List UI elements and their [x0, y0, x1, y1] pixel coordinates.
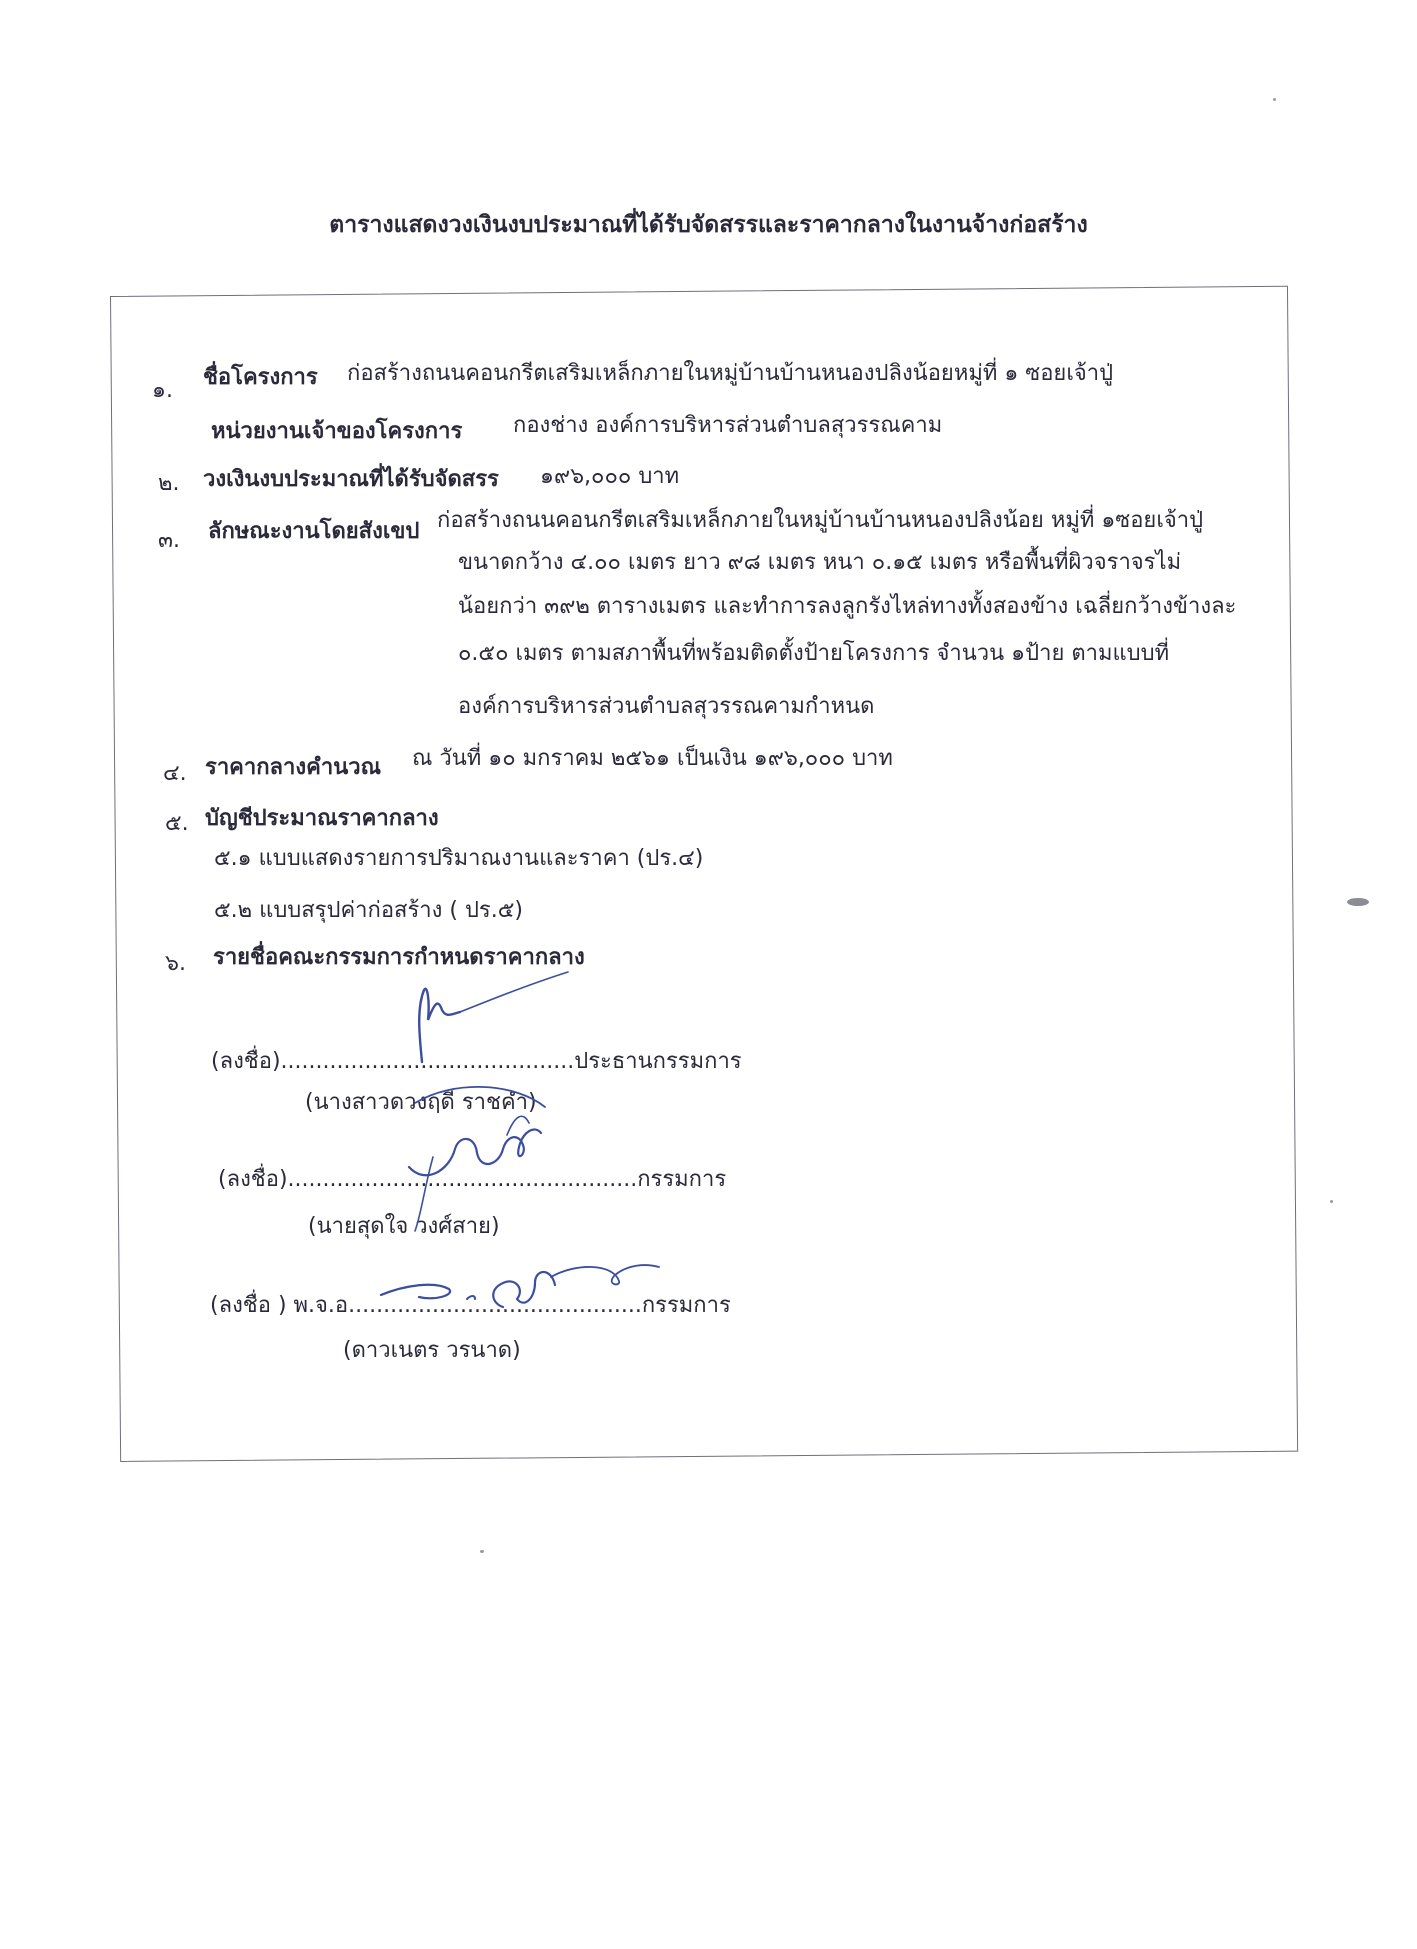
- item5-label: บัญชีประมาณราคากลาง: [205, 806, 439, 831]
- signature-2-name: (นายสุดใจ วงศ์สาย): [308, 1214, 500, 1239]
- item2-number: ๒.: [158, 471, 180, 496]
- item1-value: ก่อสร้างถนนคอนกรีตเสริมเหล็กภายในหมู่บ้านบ้านหนองปลิงน้อยหมู่ที่ ๑ ซอยเจ้าปู่: [347, 361, 1114, 386]
- item3-line-2: ขนาดกว้าง ๔.๐๐ เมตร ยาว ๙๘ เมตร หนา ๐.๑๕ เมตร หรือพื้นที่ผิวจราจรไม่: [458, 550, 1182, 575]
- item2-value: ๑๙๖,๐๐๐ บาท: [540, 464, 680, 489]
- item5-number: ๕.: [165, 811, 189, 836]
- scan-speck-icon: [1347, 898, 1369, 906]
- scan-speck-icon: [480, 1550, 484, 1553]
- signature-3-line: (ลงชื่อ ) พ.จ.อ..........................................กรรมการ: [210, 1293, 731, 1318]
- content-frame: [110, 286, 1298, 1462]
- item1-number: ๑.: [152, 378, 173, 403]
- handwritten-signature-2: [395, 1075, 575, 1235]
- document-title: ตารางแสดงวงเงินงบประมาณที่ได้รับจัดสรรและราคากลางในงานจ้างก่อสร้าง: [329, 212, 1088, 238]
- handwritten-signature-1: [400, 970, 580, 1070]
- item4-value: ณ วันที่ ๑๐ มกราคม ๒๕๖๑ เป็นเงิน ๑๙๖,๐๐๐ บาท: [412, 746, 893, 771]
- item3-number: ๓.: [158, 528, 181, 553]
- item3-line-5: องค์การบริหารส่วนตำบลสุวรรณคามกำหนด: [458, 694, 875, 719]
- signature-1-line: (ลงชื่อ)..........................................ประธานกรรมการ: [211, 1049, 742, 1074]
- item3-line-1: ก่อสร้างถนนคอนกรีตเสริมเหล็กภายในหมู่บ้านบ้านหนองปลิงน้อย หมู่ที่ ๑ซอยเจ้าปู่: [437, 508, 1204, 533]
- item2-label: วงเงินงบประมาณที่ได้รับจัดสรร: [203, 467, 499, 492]
- item3-label: ลักษณะงานโดยสังเขป: [208, 519, 420, 544]
- item1-owner-label: หน่วยงานเจ้าของโครงการ: [211, 419, 463, 444]
- signature-1-name: (นางสาวดวงฤดี ราชคำ): [305, 1090, 537, 1115]
- signature-2-line: (ลงชื่อ)..................................................กรรมการ: [218, 1167, 727, 1192]
- scan-speck-icon: [1273, 98, 1276, 101]
- item3-line-4: ๐.๕๐ เมตร ตามสภาพื้นที่พร้อมติดตั้งป้ายโครงการ จำนวน ๑ป้าย ตามแบบที่: [458, 641, 1170, 666]
- item4-label: ราคากลางคำนวณ: [205, 755, 382, 780]
- item5-sub-2: ๕.๒ แบบสรุปค่าก่อสร้าง ( ปร.๕): [214, 898, 523, 923]
- scan-speck-icon: [1330, 1200, 1333, 1203]
- item6-label: รายชื่อคณะกรรมการกำหนดราคากลาง: [213, 945, 585, 970]
- signature-3-name: (ดาวเนตร วรนาด): [343, 1338, 521, 1363]
- item3-line-3: น้อยกว่า ๓๙๒ ตารางเมตร และทำการลงลูกรังไหล่ทางทั้งสองข้าง เฉลี่ยกว้างข้างละ: [458, 594, 1237, 619]
- item1-owner-value: กองช่าง องค์การบริหารส่วนตำบลสุวรรณคาม: [513, 413, 943, 438]
- handwritten-signature-3: [375, 1255, 665, 1325]
- item6-number: ๖.: [165, 951, 186, 976]
- item1-label: ชื่อโครงการ: [203, 365, 318, 390]
- item5-sub-1: ๕.๑ แบบแสดงรายการปริมาณงานและราคา (ปร.๔): [214, 846, 704, 871]
- item4-number: ๔.: [163, 761, 187, 786]
